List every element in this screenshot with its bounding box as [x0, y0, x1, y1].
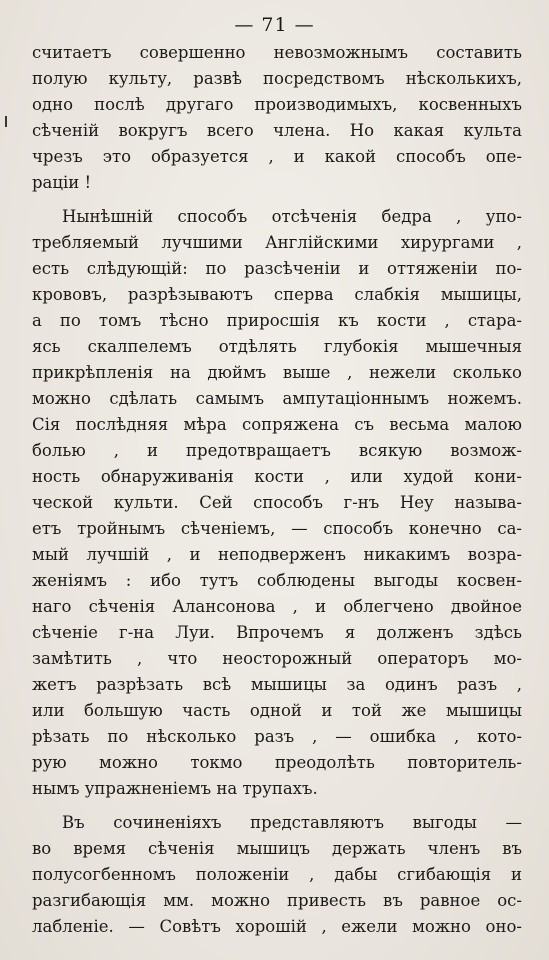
text-line: ность обнаруживанія кости , или худой кони-: [32, 467, 522, 486]
text-line: считаетъ совершенно невозможнымъ составить: [32, 43, 522, 62]
text-line: рую можно токмо преодолѣть повторитель-: [32, 753, 522, 772]
text-line: крововъ, разрѣзываютъ сперва слабкія мышицы,: [32, 285, 522, 304]
text-line: можно сдѣлать самымъ ампутаціоннымъ ножемъ.: [32, 389, 522, 408]
text-line: Нынѣшній способъ отсѣченія бедра , упо-: [62, 207, 522, 226]
text-line: Сія послѣдняя мѣра сопряжена съ весьма малою: [32, 415, 522, 434]
text-line: а по томъ тѣсно приросшія къ кости , стара-: [32, 311, 522, 330]
text-line: етъ тройнымъ сѣченіемъ, — способъ конечно са-: [32, 519, 522, 538]
text-line: одно послѣ другаго производимыхъ, косвенныхъ: [32, 95, 522, 114]
text-line: женіямъ : ибо тутъ соблюдены выгоды косвен-: [32, 571, 522, 590]
text-line: полусогбенномъ положеніи , дабы сгибающія и: [32, 865, 522, 884]
paragraph: [32, 204, 522, 802]
text-line: нымъ упражненіемъ на трупахъ.: [32, 779, 318, 798]
text-line: сѣченіе г-на Луи. Впрочемъ я долженъ здѣсь: [32, 623, 522, 642]
text-line: мый лучшій , и неподверженъ никакимъ возра-: [32, 545, 522, 564]
text-line: разгибающія мм. можно привесть въ равное ос-: [32, 891, 522, 910]
paragraph: [32, 810, 522, 940]
text-line: жетъ разрѣзать всѣ мышицы за одинъ разъ ,: [32, 675, 522, 694]
text-line: чрезъ это образуется , и какой способъ опе-: [32, 147, 522, 166]
text-line: прикрѣпленія на дюймъ выше , нежели сколько: [32, 363, 522, 382]
paragraph: [32, 40, 522, 196]
text-line: сѣченій вокругъ всего члена. Но какая культа: [32, 121, 522, 140]
text-line: полую культу, развѣ посредствомъ нѣсколькихъ,: [32, 69, 522, 88]
text-body: [32, 40, 522, 940]
text-line: лабленіе. — Совѣтъ хорошій , ежели можно оно-: [32, 917, 522, 936]
text-line: ческой культи. Сей способъ г-нъ Неу называ-: [32, 493, 522, 512]
text-line: наго сѣченія Алансонова , и облегчено двойное: [32, 597, 522, 616]
text-line: Въ сочиненіяхъ представляютъ выгоды —: [62, 813, 522, 832]
text-line: замѣтить , что неосторожный операторъ мо-: [32, 649, 522, 668]
text-line: во время сѣченія мышицъ держать членъ въ: [32, 839, 522, 858]
text-line: ясь скалпелемъ отдѣлять глубокія мышечныя: [32, 337, 522, 356]
text-line: рѣзать по нѣсколько разъ , — ошибка , кото-: [32, 727, 522, 746]
text-line: есть слѣдующій: по разсѣченіи и оттяженіи по-: [32, 259, 522, 278]
text-line: раціи !: [32, 173, 92, 192]
text-line: болью , и предотвращаетъ всякую возмож-: [32, 441, 522, 460]
text-line: требляемый лучшими Англійскими хирургами ,: [32, 233, 522, 252]
margin-mark: [5, 116, 7, 127]
page-number: — 71 —: [234, 14, 315, 36]
text-line: или большую часть одной и той же мышицы: [32, 701, 522, 720]
